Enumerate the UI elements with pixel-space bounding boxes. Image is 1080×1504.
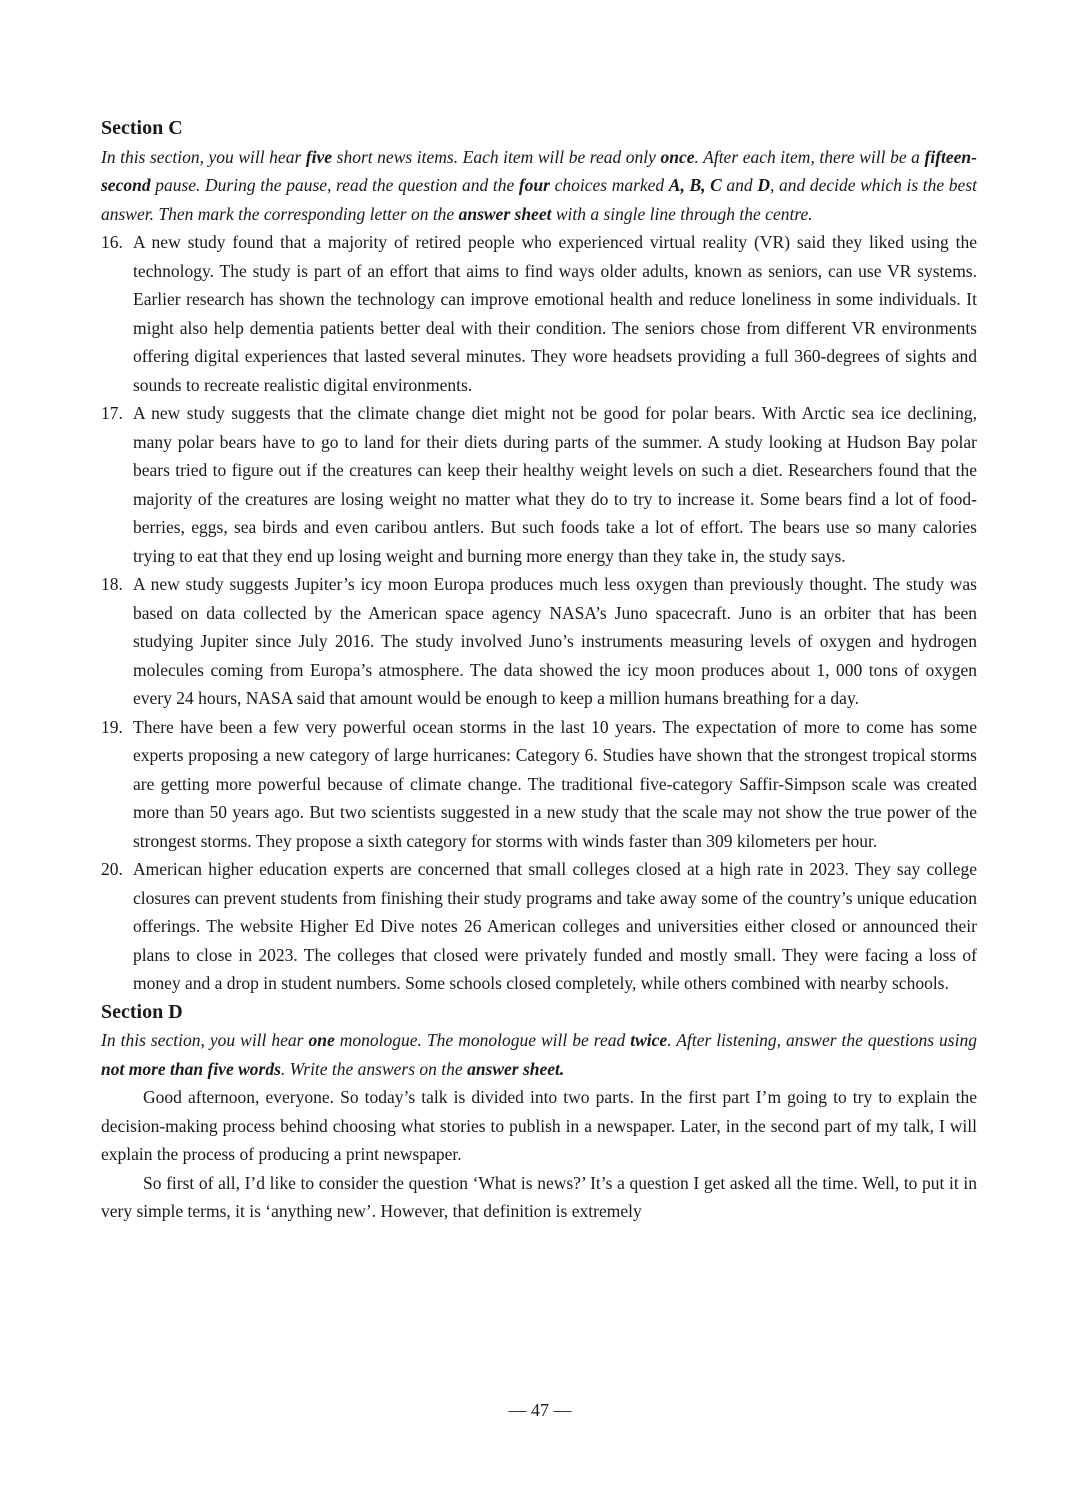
section-d-instructions — [101, 1026, 977, 1083]
instruction-emphasis: four — [518, 175, 550, 195]
instruction-text: In this section, you will hear — [101, 146, 306, 167]
item-text: A new study found that a majority of retired people who experienced virtual reality (VR) said they liked using the technology. The study is part of an effort that aims to find ways older adults, known as seniors, can use VR systems. Earlier research has shown the technology can improve emotional health and reduce loneliness in some individuals. It might also help dementia patients better deal with their condition. The seniors chose from different VR environments offering digital experiences that lasted several minutes. They wore headsets providing a full 360-degrees of sights and sounds to recreate realistic digital environments. — [133, 232, 977, 395]
instruction-text: and — [721, 175, 758, 195]
instruction-text: . Write the answers on the — [280, 1058, 468, 1079]
item-number: 16. — [101, 232, 123, 252]
instruction-text: monologue. The monologue will be read — [334, 1030, 631, 1050]
monologue-paragraph: Good afternoon, everyone. So today’s talk is divided into two parts. In the first part I’m going to try to explain the decision-making process behind choosing what stories to publish in a newspaper. Later, in the second part of my talk, I will explain the process of producing a print newspaper. — [101, 1087, 977, 1164]
monologue-paragraph: So first of all, I’d like to consider the question ‘What is news?’ It’s a question I get asked all the time. Well, to put it in very simple terms, it is ‘anything new’. However, that definition is extremely — [101, 1172, 977, 1221]
instruction-emphasis: five — [305, 146, 333, 167]
section-c-instructions — [101, 143, 977, 229]
instruction-text: . After each item, there will be a — [694, 146, 925, 167]
news-item — [101, 399, 977, 570]
instruction-emphasis: fifteen-second — [101, 146, 977, 195]
section-d-title: Section D — [101, 1000, 183, 1023]
instruction-text: with a single line through the centre. — [551, 203, 813, 224]
item-number: 20. — [101, 859, 123, 879]
item-number: 17. — [101, 403, 123, 423]
news-item — [101, 713, 977, 856]
page-content — [101, 114, 977, 1226]
item-text: There have been a few very powerful ocean storms in the last 10 years. The expectation of more to come has some experts proposing a new category of large hurricanes: Category 6. Studies have shown that the strongest tropical storms are getting more powerful because of climate change. The traditional five-category Saffir-Simpson scale was created more than 50 years ago. But two scientists suggested in a new study that the scale may not show the true power of the strongest storms. They propose a sixth category for storms with winds faster than 309 kilometers per hour. — [133, 716, 977, 851]
item-text: A new study suggests that the climate change diet might not be good for polar bears. With Arctic sea ice declining, many polar bears have to go to land for their diets during parts of the summer. A study looking at Hudson Bay polar bears tried to figure out if the creatures can keep their healthy weight levels on such a diet. Researchers found that the majority of the creatures are losing weight no matter what they do to try to increase it. Some bears find a lot of food-berries, eggs, sea birds and even caribou antlers. But such foods take a lot of effort. The bears use so many calories trying to eat that they end up losing weight and burning more energy than they take in, the study says. — [133, 403, 977, 566]
item-text: American higher education experts are concerned that small colleges closed at a high rate in 2023. They say college closures can prevent students from finishing their study programs and take away some of the country’s unique education offerings. The website Higher Ed Dive notes 26 American colleges and universities either closed or announced their plans to close in 2023. The colleges that closed were privately funded and mostly small. They were facing a loss of money and a drop in student numbers. Some schools closed completely, while others combined with nearby schools. — [133, 859, 977, 993]
section-c-items — [101, 228, 977, 998]
instruction-emphasis: answer sheet. — [467, 1058, 565, 1079]
instruction-emphasis: answer sheet — [458, 203, 552, 224]
instruction-text: pause. During the pause, read the question and the — [150, 175, 519, 195]
item-text: A new study suggests Jupiter’s icy moon Europa produces much less oxygen than previously thought. The study was based on data collected by the American space agency NASA’s Juno spacecraft. Juno is an orbiter that has been studying Jupiter since July 2016. The study involved Juno’s instruments measuring levels of oxygen and hydrogen molecules coming from Europa’s atmosphere. The data showed the icy moon produces about 1, 000 tons of oxygen every 24 hours, NASA said that amount would be enough to keep a million humans breathing for a day. — [133, 574, 977, 708]
instruction-text: In this section, you will hear — [101, 1030, 309, 1050]
item-number: 19. — [101, 716, 123, 737]
instruction-text: . After listening, answer the questions using — [667, 1030, 977, 1050]
instruction-emphasis: once — [660, 146, 695, 167]
section-c-title: Section C — [101, 117, 183, 139]
page-number: — 47 — — [508, 1400, 572, 1420]
news-item — [101, 228, 977, 399]
section-d-monologue — [101, 1083, 977, 1226]
news-item — [101, 855, 977, 998]
news-item — [101, 570, 977, 713]
instruction-text: , and decide which is the best answer. Then mark the corresponding letter on the — [101, 175, 977, 224]
instruction-emphasis: D — [757, 175, 770, 195]
instruction-emphasis: twice — [630, 1030, 668, 1050]
instruction-emphasis: not more than five words — [101, 1058, 281, 1079]
instruction-emphasis: A, B, C — [668, 175, 722, 195]
instruction-text: choices marked — [549, 175, 669, 195]
instruction-text: short news items. Each item will be read only — [332, 146, 661, 167]
item-number: 18. — [101, 574, 123, 594]
instruction-emphasis: one — [308, 1030, 335, 1050]
